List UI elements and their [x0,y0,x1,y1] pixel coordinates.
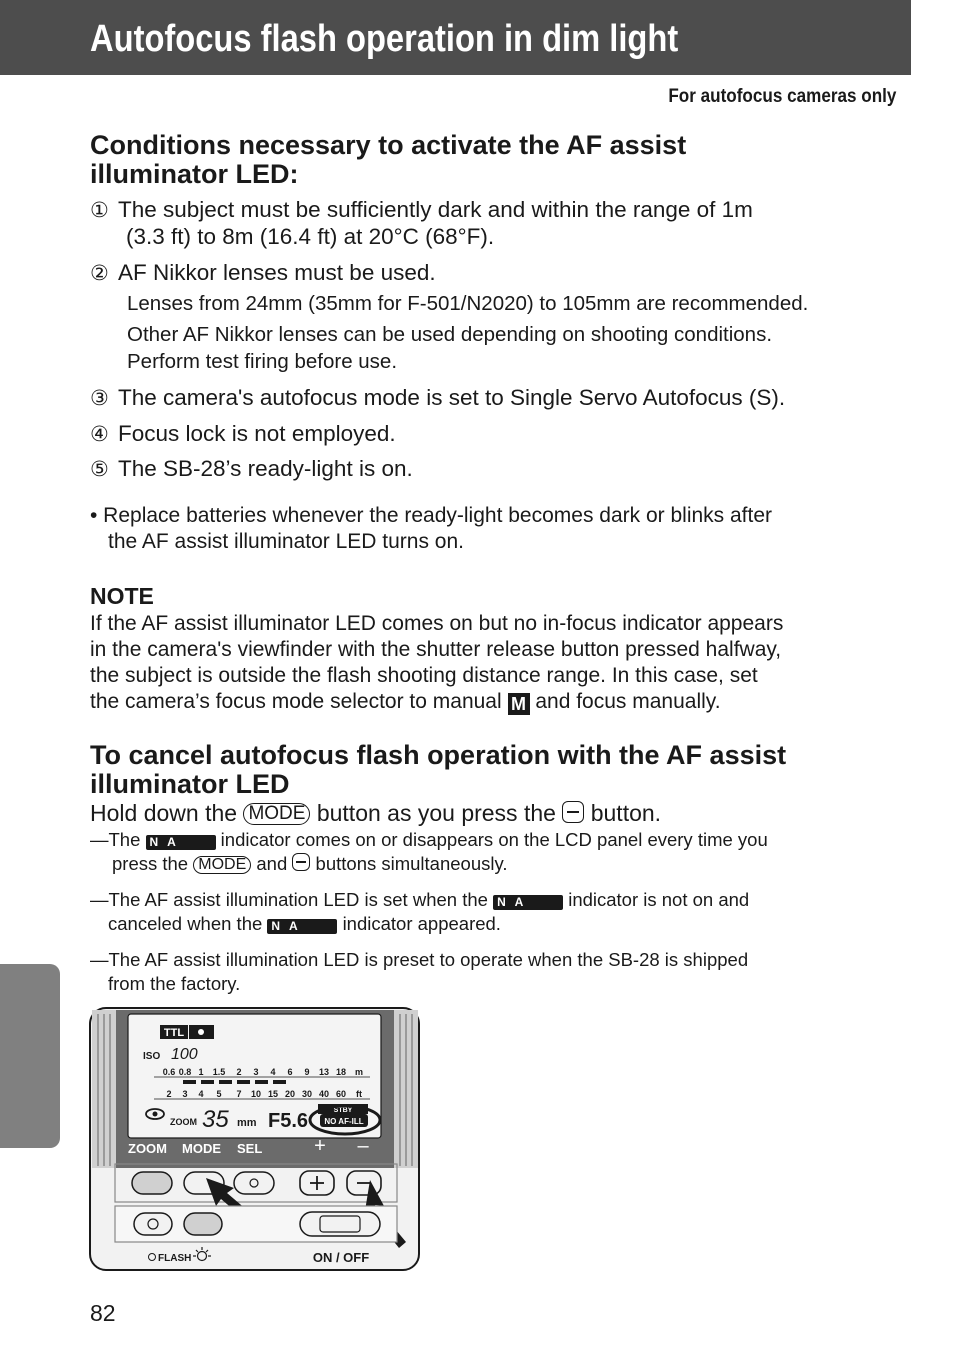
m-scale-tick: 4 [270,1067,276,1077]
m-scale-tick: 2 [236,1067,242,1077]
zoom-value: 35 [202,1106,229,1133]
distance-bar [183,1080,196,1084]
condition-4: ④ Focus lock is not employed. [90,421,396,446]
iso-value: 100 [171,1046,198,1063]
mode-button-label: MODE [182,1141,221,1156]
m-scale-tick: m [354,1067,364,1077]
ft-scale-tick: 10 [250,1089,262,1099]
distance-bar [255,1080,268,1084]
ft-scale-tick: ft [356,1089,362,1099]
stby-label: STBY [333,1107,353,1114]
m-scale-tick: 1 [198,1067,204,1077]
ft-scale-tick: 5 [216,1089,222,1099]
desc-3-cont: from the factory. [108,973,241,994]
sel-button[interactable] [234,1172,274,1194]
note-line-4: the camera’s focus mode selector to manual M and focus manually. [90,690,721,714]
ft-scale-tick: 3 [182,1089,188,1099]
condition-2-sub3: Perform test firing before use. [127,350,398,373]
desc-1: —The N A indicator comes on or disappears on the LCD panel every time you [90,829,768,850]
minus-button-icon [292,853,310,871]
m-scale-tick: 1.5 [212,1067,226,1077]
condition-2-sub2: Other AF Nikkor lenses can be used depending on shooting conditions. [127,323,773,346]
cancel-instruction: Hold down the MODE button as you press the button. [90,800,662,826]
m-scale-tick: 0.8 [178,1067,192,1077]
zoom-button-label: ZOOM [128,1141,167,1156]
desc-3: —The AF assist illumination LED is preset to operate when the SB-28 is shipped [90,949,749,970]
no-af-ill-label: NO AF-ILL [324,1117,364,1126]
ft-scale-tick: 40 [318,1089,330,1099]
sel-button-label: SEL [237,1141,263,1156]
ft-scale-tick: 20 [284,1089,296,1099]
plus-button-label: + [314,1135,326,1157]
ft-scale-tick: 4 [198,1089,204,1099]
m-scale-tick: 3 [253,1067,259,1077]
condition-3: ③ The camera's autofocus mode is set to Single Servo Autofocus (S). [90,385,786,410]
on-off-label: ON / OFF [312,1250,370,1265]
mm-label: mm [237,1117,257,1129]
desc-2-cont: canceled when the N A indicator appeared. [108,913,501,934]
note-line-2: in the camera's viewfinder with the shutter release button pressed halfway, [90,638,782,661]
distance-bar [237,1080,250,1084]
section-tab [0,964,60,1148]
test-button[interactable] [134,1213,172,1235]
header-bar [0,0,911,75]
na-indicator-icon: N A [267,919,337,934]
battery-bullet: • Replace batteries whenever the ready-light becomes dark or blinks after [90,504,773,527]
note-line-3: the subject is outside the flash shooting distance range. In this case, set [90,664,758,687]
m-scale-tick: 18 [335,1067,347,1077]
condition-2: ② AF Nikkor lenses must be used. [90,260,436,285]
m-scale-tick: 9 [304,1067,310,1077]
ttl-label: TTL [163,1027,185,1039]
condition-1-cont: (3.3 ft) to 8m (16.4 ft) at 20°C (68°F). [126,224,495,249]
mode-button-icon: MODE [243,803,310,825]
distance-bar [273,1080,286,1084]
light-button[interactable] [184,1213,222,1235]
condition-2-sub1: Lenses from 24mm (35mm for F-501/N2020) to 105mm are recommended. [127,292,809,315]
battery-bullet-cont: the AF assist illuminator LED turns on. [108,530,464,553]
ft-scale-tick: 60 [335,1089,347,1099]
na-indicator-icon: N A [146,835,216,850]
page-title: Autofocus flash operation in dim light [90,18,679,60]
iso-label: ISO [143,1051,161,1062]
desc-2: —The AF assist illumination LED is set when the N A indicator is not on and [90,889,750,910]
ft-scale-tick: 7 [236,1089,242,1099]
zoom-button[interactable] [132,1172,172,1194]
page-number: 82 [90,1300,116,1326]
zoom-small-label: ZOOM [170,1117,197,1127]
ft-scale-tick: 15 [267,1089,279,1099]
m-scale-tick: 6 [287,1067,293,1077]
na-indicator-icon: N A [493,895,563,910]
mode-button-icon: MODE [193,856,251,874]
note-line-1: If the AF assist illuminator LED comes on but no in-focus indicator appears [90,612,784,635]
fstop-value: F5.6 [268,1110,309,1132]
section2-heading: To cancel autofocus flash operation with the AF assist illuminator LED [90,740,787,799]
condition-1: ① The subject must be sufficiently dark and within the range of 1m [90,197,753,222]
ft-scale-tick: 30 [301,1089,313,1099]
m-scale-tick: 13 [318,1067,330,1077]
section1-heading: Conditions necessary to activate the AF assist illuminator LED: [90,130,687,189]
distance-bar [201,1080,214,1084]
desc-1-cont: press the MODE and buttons simultaneously. [112,853,508,874]
note-heading: NOTE [90,583,154,609]
minus-button-icon [562,801,584,823]
m-scale-tick: 0.6 [162,1067,176,1077]
manual-focus-icon: M [508,693,530,715]
sb28-control-panel [88,1006,422,1274]
ft-scale-tick: 2 [166,1089,172,1099]
minus-button-label: – [357,1135,369,1157]
page-subtitle: For autofocus cameras only [667,86,896,107]
condition-5: ⑤ The SB-28’s ready-light is on. [90,456,413,481]
distance-bar [219,1080,232,1084]
flash-label: FLASH [158,1253,192,1264]
